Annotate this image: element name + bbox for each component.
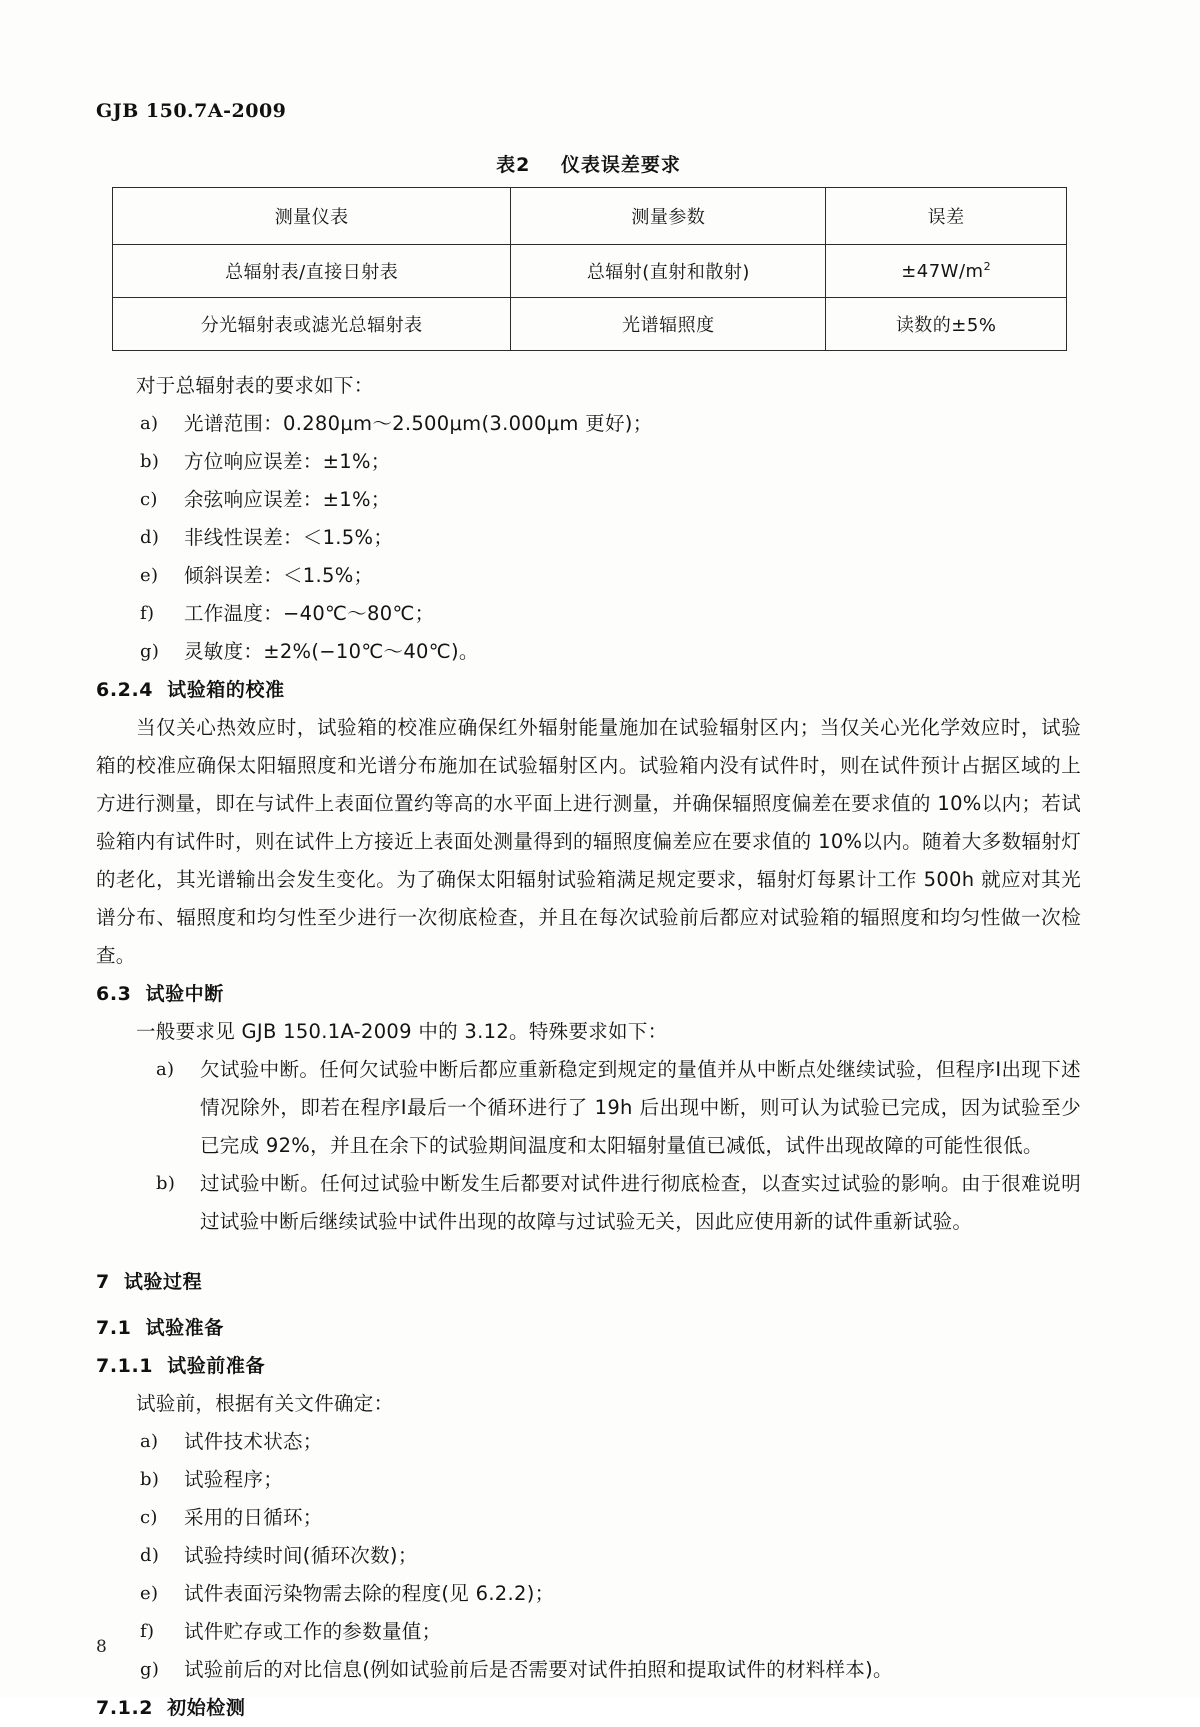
list-marker: e) — [140, 565, 159, 586]
list-text: 试件技术状态； — [184, 1430, 323, 1453]
list-item — [96, 1499, 1081, 1537]
heading-title: 试验中断 — [145, 983, 224, 1005]
list-text: 试验持续时间(循环次数)； — [184, 1544, 418, 1567]
list-text: 倾斜误差：＜1.5%； — [184, 564, 374, 587]
heading-7 — [96, 1263, 1081, 1301]
table-caption-title: 仪表误差要求 — [560, 154, 681, 176]
list-marker: e) — [140, 1583, 159, 1604]
list-item — [96, 1051, 1081, 1165]
column-header-error: 误差 — [826, 188, 1067, 245]
list-marker: f) — [140, 603, 155, 624]
list-item — [96, 481, 1081, 519]
table-header-row — [113, 188, 1067, 245]
list-item — [96, 405, 1081, 443]
list-marker: b) — [140, 451, 160, 472]
heading-title: 试验箱的校准 — [167, 679, 285, 701]
heading-number: 7.1.1 — [96, 1355, 154, 1377]
instrument-error-table — [112, 187, 1067, 351]
heading-title: 试验前准备 — [167, 1355, 266, 1377]
heading-title: 初始检测 — [167, 1697, 246, 1719]
heading-number: 6.3 — [96, 983, 132, 1005]
list-marker: f) — [140, 1621, 155, 1642]
column-header-instrument: 测量仪表 — [113, 188, 511, 245]
cell-error-value: ±47W/m — [901, 261, 984, 282]
cell-instrument: 分光辐射表或滤光总辐射表 — [113, 298, 511, 351]
cell-error — [826, 245, 1067, 298]
table-row — [113, 298, 1067, 351]
heading-title: 试验准备 — [145, 1317, 224, 1339]
list-item — [96, 1575, 1081, 1613]
list-marker: b) — [156, 1173, 176, 1194]
heading-7-1-2 — [96, 1689, 1081, 1727]
list-item — [96, 633, 1081, 671]
list-text: 试件表面污染物需去除的程度(见 6.2.2)； — [184, 1582, 555, 1605]
list-item — [96, 443, 1081, 481]
list-marker: a) — [140, 413, 159, 434]
list-item — [96, 519, 1081, 557]
list-marker: b) — [140, 1469, 160, 1490]
list-text: 灵敏度：±2%(−10℃～40℃)。 — [184, 640, 479, 663]
list-text: 试验前后的对比信息(例如试验前后是否需要对试件拍照和提取试件的材料样本)。 — [184, 1658, 893, 1681]
list-marker: g) — [140, 1659, 160, 1680]
list-marker: d) — [140, 1545, 160, 1566]
heading-title: 试验过程 — [123, 1271, 203, 1293]
list-marker: a) — [140, 1431, 159, 1452]
heading-6-2-4 — [96, 671, 1081, 709]
heading-7-1 — [96, 1309, 1081, 1347]
heading-number: 7.1.2 — [96, 1697, 154, 1719]
paragraph-6-3-lead: 一般要求见 GJB 150.1A-2009 中的 3.12。特殊要求如下： — [136, 1020, 668, 1043]
list-item — [96, 595, 1081, 633]
list-item — [96, 1537, 1081, 1575]
page-content — [96, 100, 1081, 1727]
list-item — [96, 1651, 1081, 1689]
list-text: 工作温度：−40℃～80℃； — [184, 602, 435, 625]
cell-instrument: 总辐射表/直接日射表 — [113, 245, 511, 298]
heading-number: 7 — [96, 1271, 110, 1293]
cell-error-exponent: 2 — [983, 260, 992, 273]
list-text: 过试验中断。任何过试验中断发生后都要对试件进行彻底检查，以查实过试验的影响。由于很难说明过试验中断后继续试验中试件出现的故障与过试验无关，因此应使用新的试件重新试验。 — [200, 1172, 1081, 1233]
list-marker: d) — [140, 527, 160, 548]
cell-error-value: 读数的±5% — [895, 315, 997, 336]
list-item — [96, 557, 1081, 595]
cell-error — [826, 298, 1067, 351]
column-header-parameter: 测量参数 — [511, 188, 826, 245]
list-text: 试验程序； — [184, 1468, 284, 1491]
list-marker: a) — [156, 1059, 175, 1080]
list-text: 余弦响应误差：±1%； — [184, 488, 391, 511]
list-marker: c) — [140, 1507, 158, 1528]
pyranometer-lead: 对于总辐射表的要求如下： — [136, 374, 374, 397]
list-text: 光谱范围：0.280μm～2.500μm(3.000μm 更好)； — [184, 412, 653, 435]
list-text: 采用的日循环； — [184, 1506, 323, 1529]
heading-7-1-1 — [96, 1347, 1081, 1385]
list-text: 非线性误差：＜1.5%； — [184, 526, 394, 549]
running-head: GJB 150.7A-2009 — [96, 100, 287, 122]
list-marker: g) — [140, 641, 160, 662]
cell-parameter: 光谱辐照度 — [511, 298, 826, 351]
list-item — [96, 1613, 1081, 1651]
cell-parameter: 总辐射(直射和散射) — [511, 245, 826, 298]
page-number: 8 — [96, 1637, 107, 1657]
list-marker: c) — [140, 489, 158, 510]
paragraph-6-2-4: 当仅关心热效应时，试验箱的校准应确保红外辐射能量施加在试验辐射区内；当仅关心光化学效应时，试验箱的校准应确保太阳辐照度和光谱分布施加在试验辐射区内。试验箱内没有试件时，则在试件预计占据区域的上方进行测量，即在与试件上表面位置约等高的水平面上进行测量，并确保辐照度偏差在要求值的 10%以内；若试验箱内有试件时，则在试件上方接近上表面处测量得到的辐照度偏差应在要求值的 10%以内。随着大多数辐射灯的老化，其光谱输出会发生变化。为了确保太阳辐射试验箱满足规定要求，辐射灯每累计工作 500h 就应对其光谱分布、辐照度和均匀性至少进行一次彻底检查，并且在每次试验前后都应对试验箱的辐照度和均匀性做一次检查。 — [96, 716, 1081, 967]
table-row — [113, 245, 1067, 298]
list-item — [96, 1165, 1081, 1241]
heading-number: 7.1 — [96, 1317, 132, 1339]
list-text: 方位响应误差：±1%； — [184, 450, 391, 473]
heading-6-3 — [96, 975, 1081, 1013]
list-item — [96, 1423, 1081, 1461]
heading-number: 6.2.4 — [96, 679, 154, 701]
table-caption — [96, 150, 1081, 177]
table-caption-label: 表2 — [496, 154, 531, 176]
list-text: 试件贮存或工作的参数量值； — [184, 1620, 442, 1643]
paragraph-7-1-1-lead: 试验前，根据有关文件确定： — [136, 1392, 394, 1415]
list-item — [96, 1461, 1081, 1499]
list-text: 欠试验中断。任何欠试验中断后都应重新稳定到规定的量值并从中断点处继续试验，但程序Ⅰ出现下述情况除外，即若在程序Ⅰ最后一个循环进行了 19h 后出现中断，则可认为试验已完成，因为试验至少已完成 92%，并且在余下的试验期间温度和太阳辐射量值已减低，试件出现故障的可能性很低。 — [200, 1058, 1081, 1157]
